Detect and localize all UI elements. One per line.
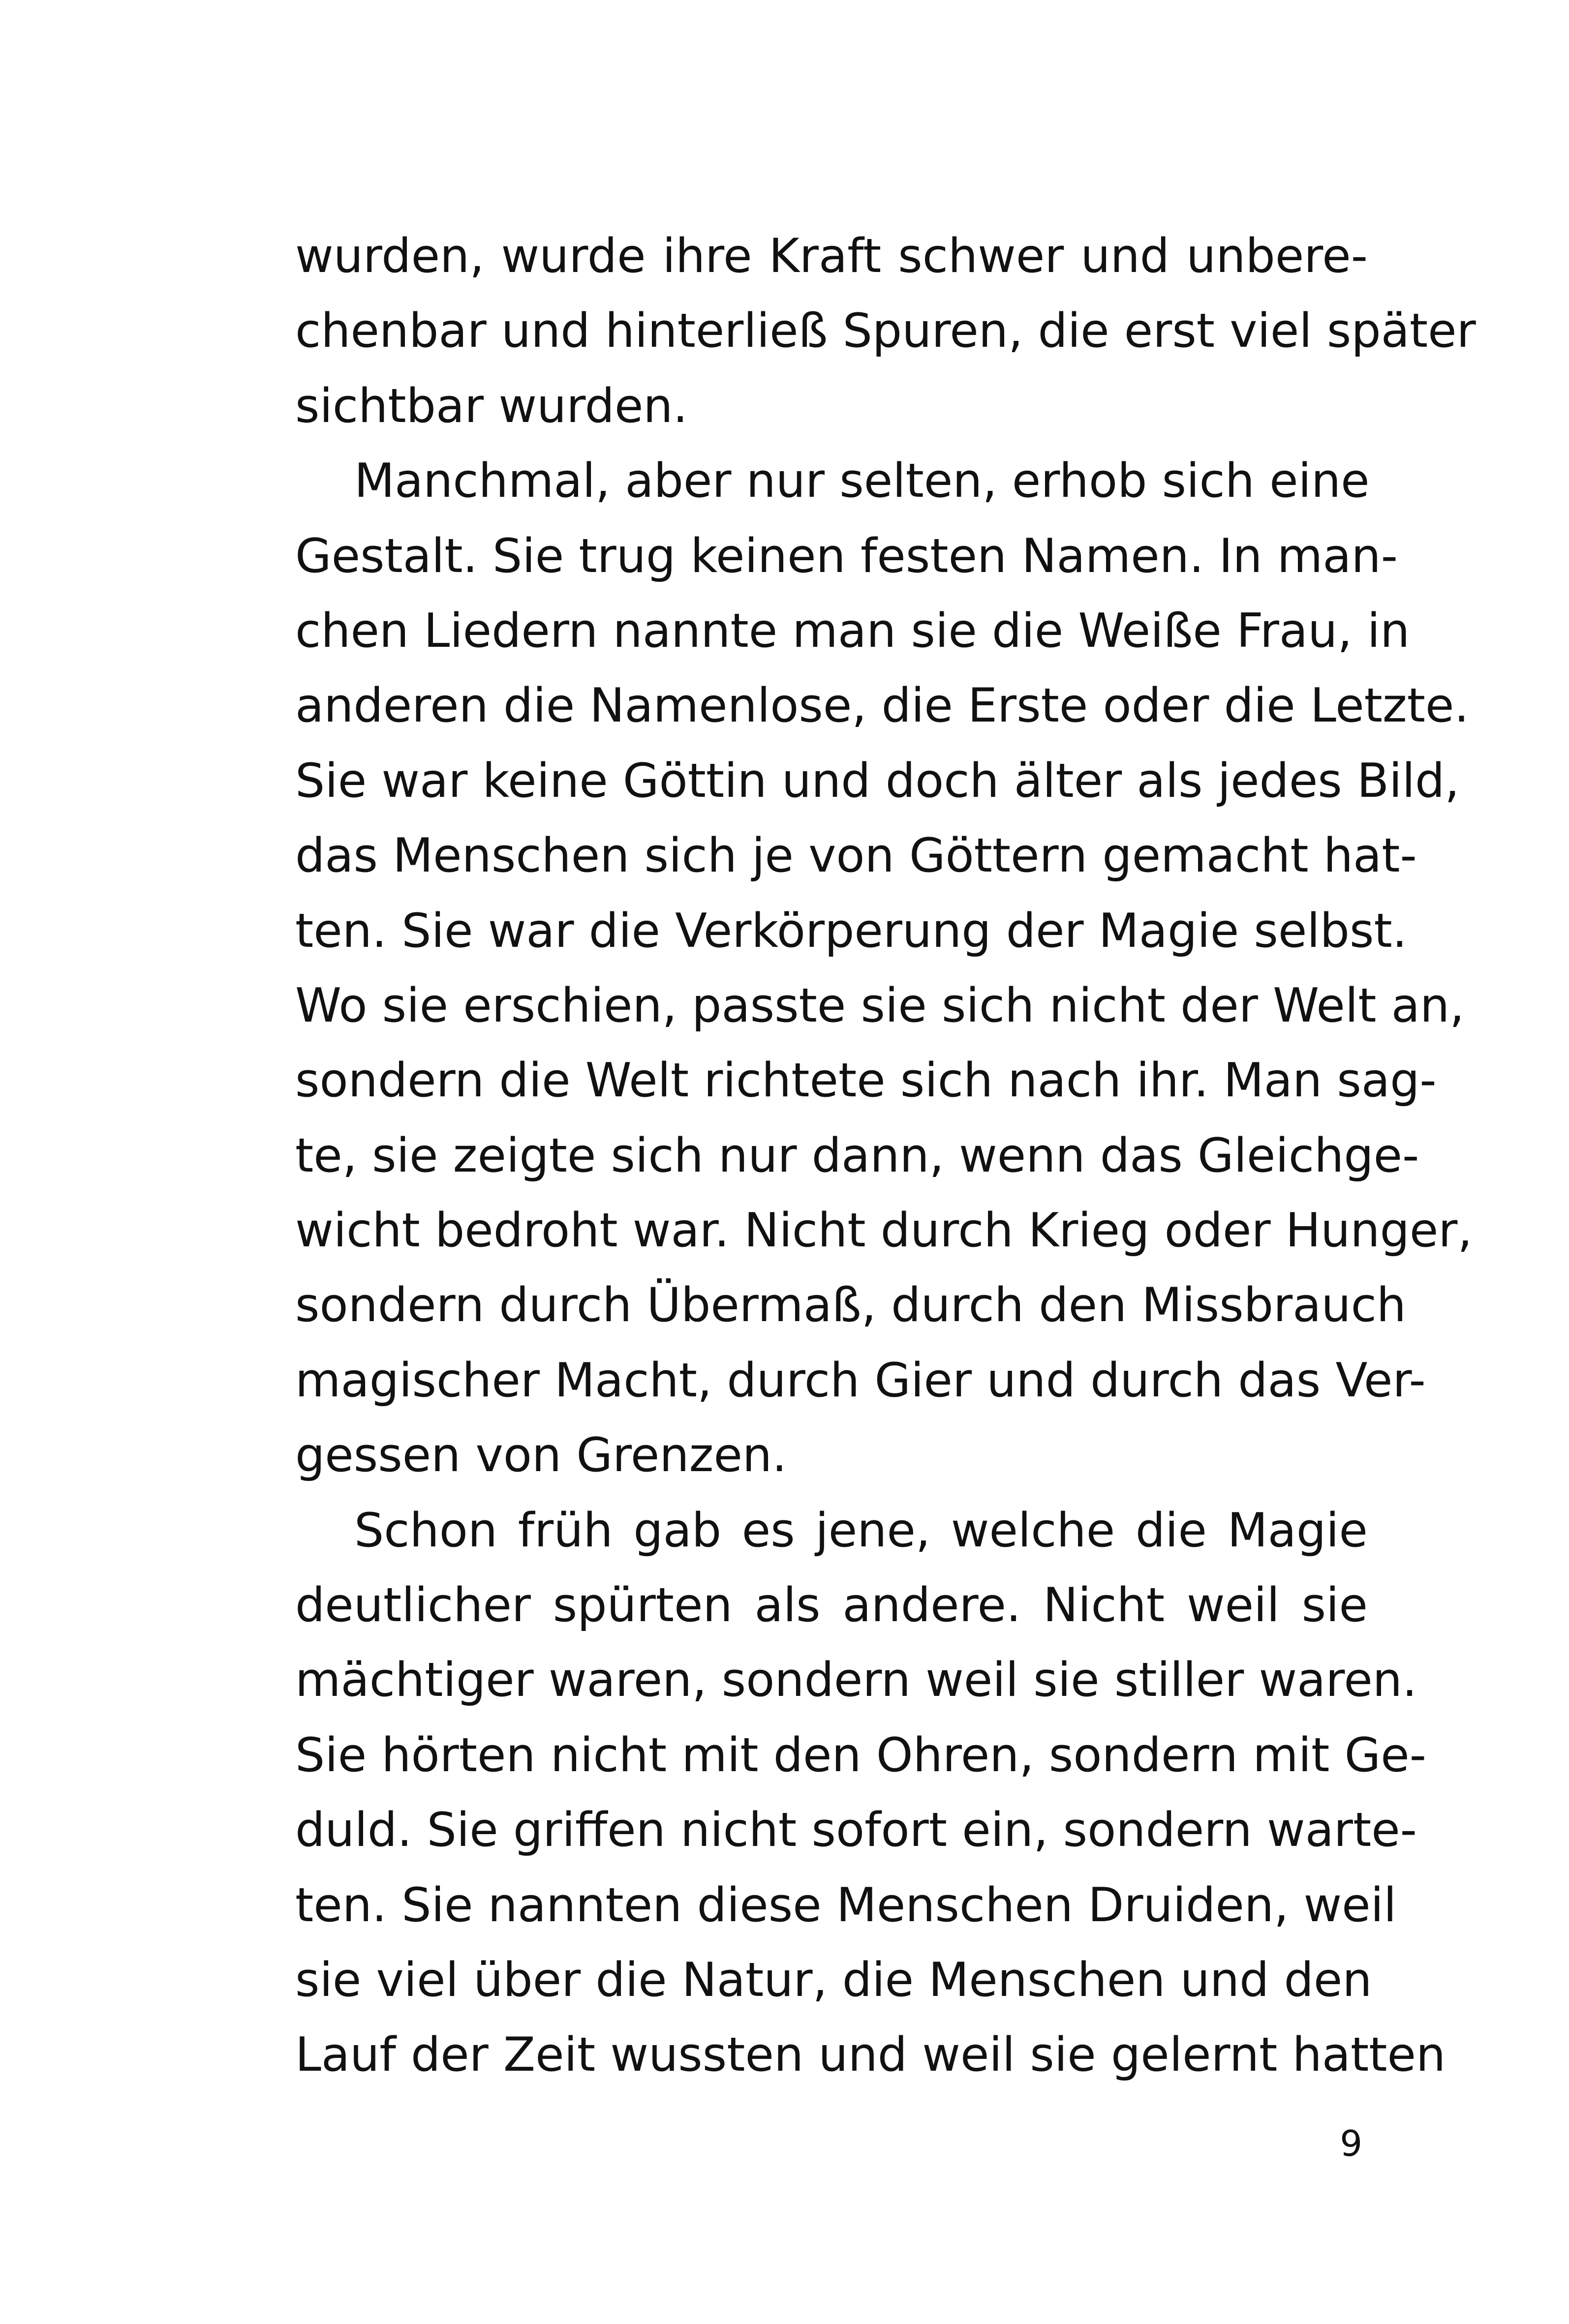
text-line: sondern die Welt richtete sich nach ihr. Man sag- — [295, 1054, 1437, 1108]
text-line: Schon früh gab es jene, welche die Magie — [354, 1503, 1368, 1558]
text-line: ten. Sie war die Verkörperung der Magie selbst. — [295, 904, 1407, 958]
page-number: 9 — [1340, 2123, 1362, 2164]
text-line: duld. Sie griffen nicht sofort ein, sondern warte- — [295, 1803, 1417, 1858]
text-line: Manchmal, aber nur selten, erhob sich eine — [354, 454, 1370, 509]
text-line: chenbar und hinterließ Spuren, die erst viel später — [295, 304, 1476, 359]
text-line: sie viel über die Natur, die Menschen und den — [295, 1953, 1372, 2007]
text-line: ten. Sie nannten diese Menschen Druiden, weil — [295, 1878, 1397, 1932]
text-line: anderen die Namenlose, die Erste oder die Letzte. — [295, 679, 1469, 733]
text-line: gessen von Grenzen. — [295, 1428, 787, 1483]
text-line: Gestalt. Sie trug keinen festen Namen. In man- — [295, 529, 1398, 583]
text-line: sichtbar wurden. — [295, 379, 688, 433]
text-line: Sie hörten nicht mit den Ohren, sondern mit Ge- — [295, 1728, 1426, 1782]
text-line: sondern durch Übermaß, durch den Missbrauch — [295, 1278, 1407, 1333]
text-line: magischer Macht, durch Gier und durch das Ver- — [295, 1353, 1426, 1408]
text-line: deutlicher spürten als andere. Nicht weil sie — [295, 1578, 1368, 1633]
text-line: mächtiger waren, sondern weil sie stiller waren. — [295, 1653, 1417, 1708]
text-line: Wo sie erschien, passte sie sich nicht der Welt an, — [295, 978, 1465, 1033]
text-line: te, sie zeigte sich nur dann, wenn das Gleichge- — [295, 1128, 1419, 1183]
body-text — [295, 219, 1476, 2093]
text-line: Lauf der Zeit wussten und weil sie gelernt hatten — [295, 2028, 1446, 2083]
text-line: Sie war keine Göttin und doch älter als jedes Bild, — [295, 754, 1460, 808]
text-line: wurden, wurde ihre Kraft schwer und unbere- — [295, 229, 1368, 283]
text-line: das Menschen sich je von Göttern gemacht hat- — [295, 829, 1417, 883]
text-line: chen Liedern nannte man sie die Weiße Frau, in — [295, 604, 1410, 658]
text-line: wicht bedroht war. Nicht durch Krieg oder Hunger, — [295, 1204, 1473, 1258]
